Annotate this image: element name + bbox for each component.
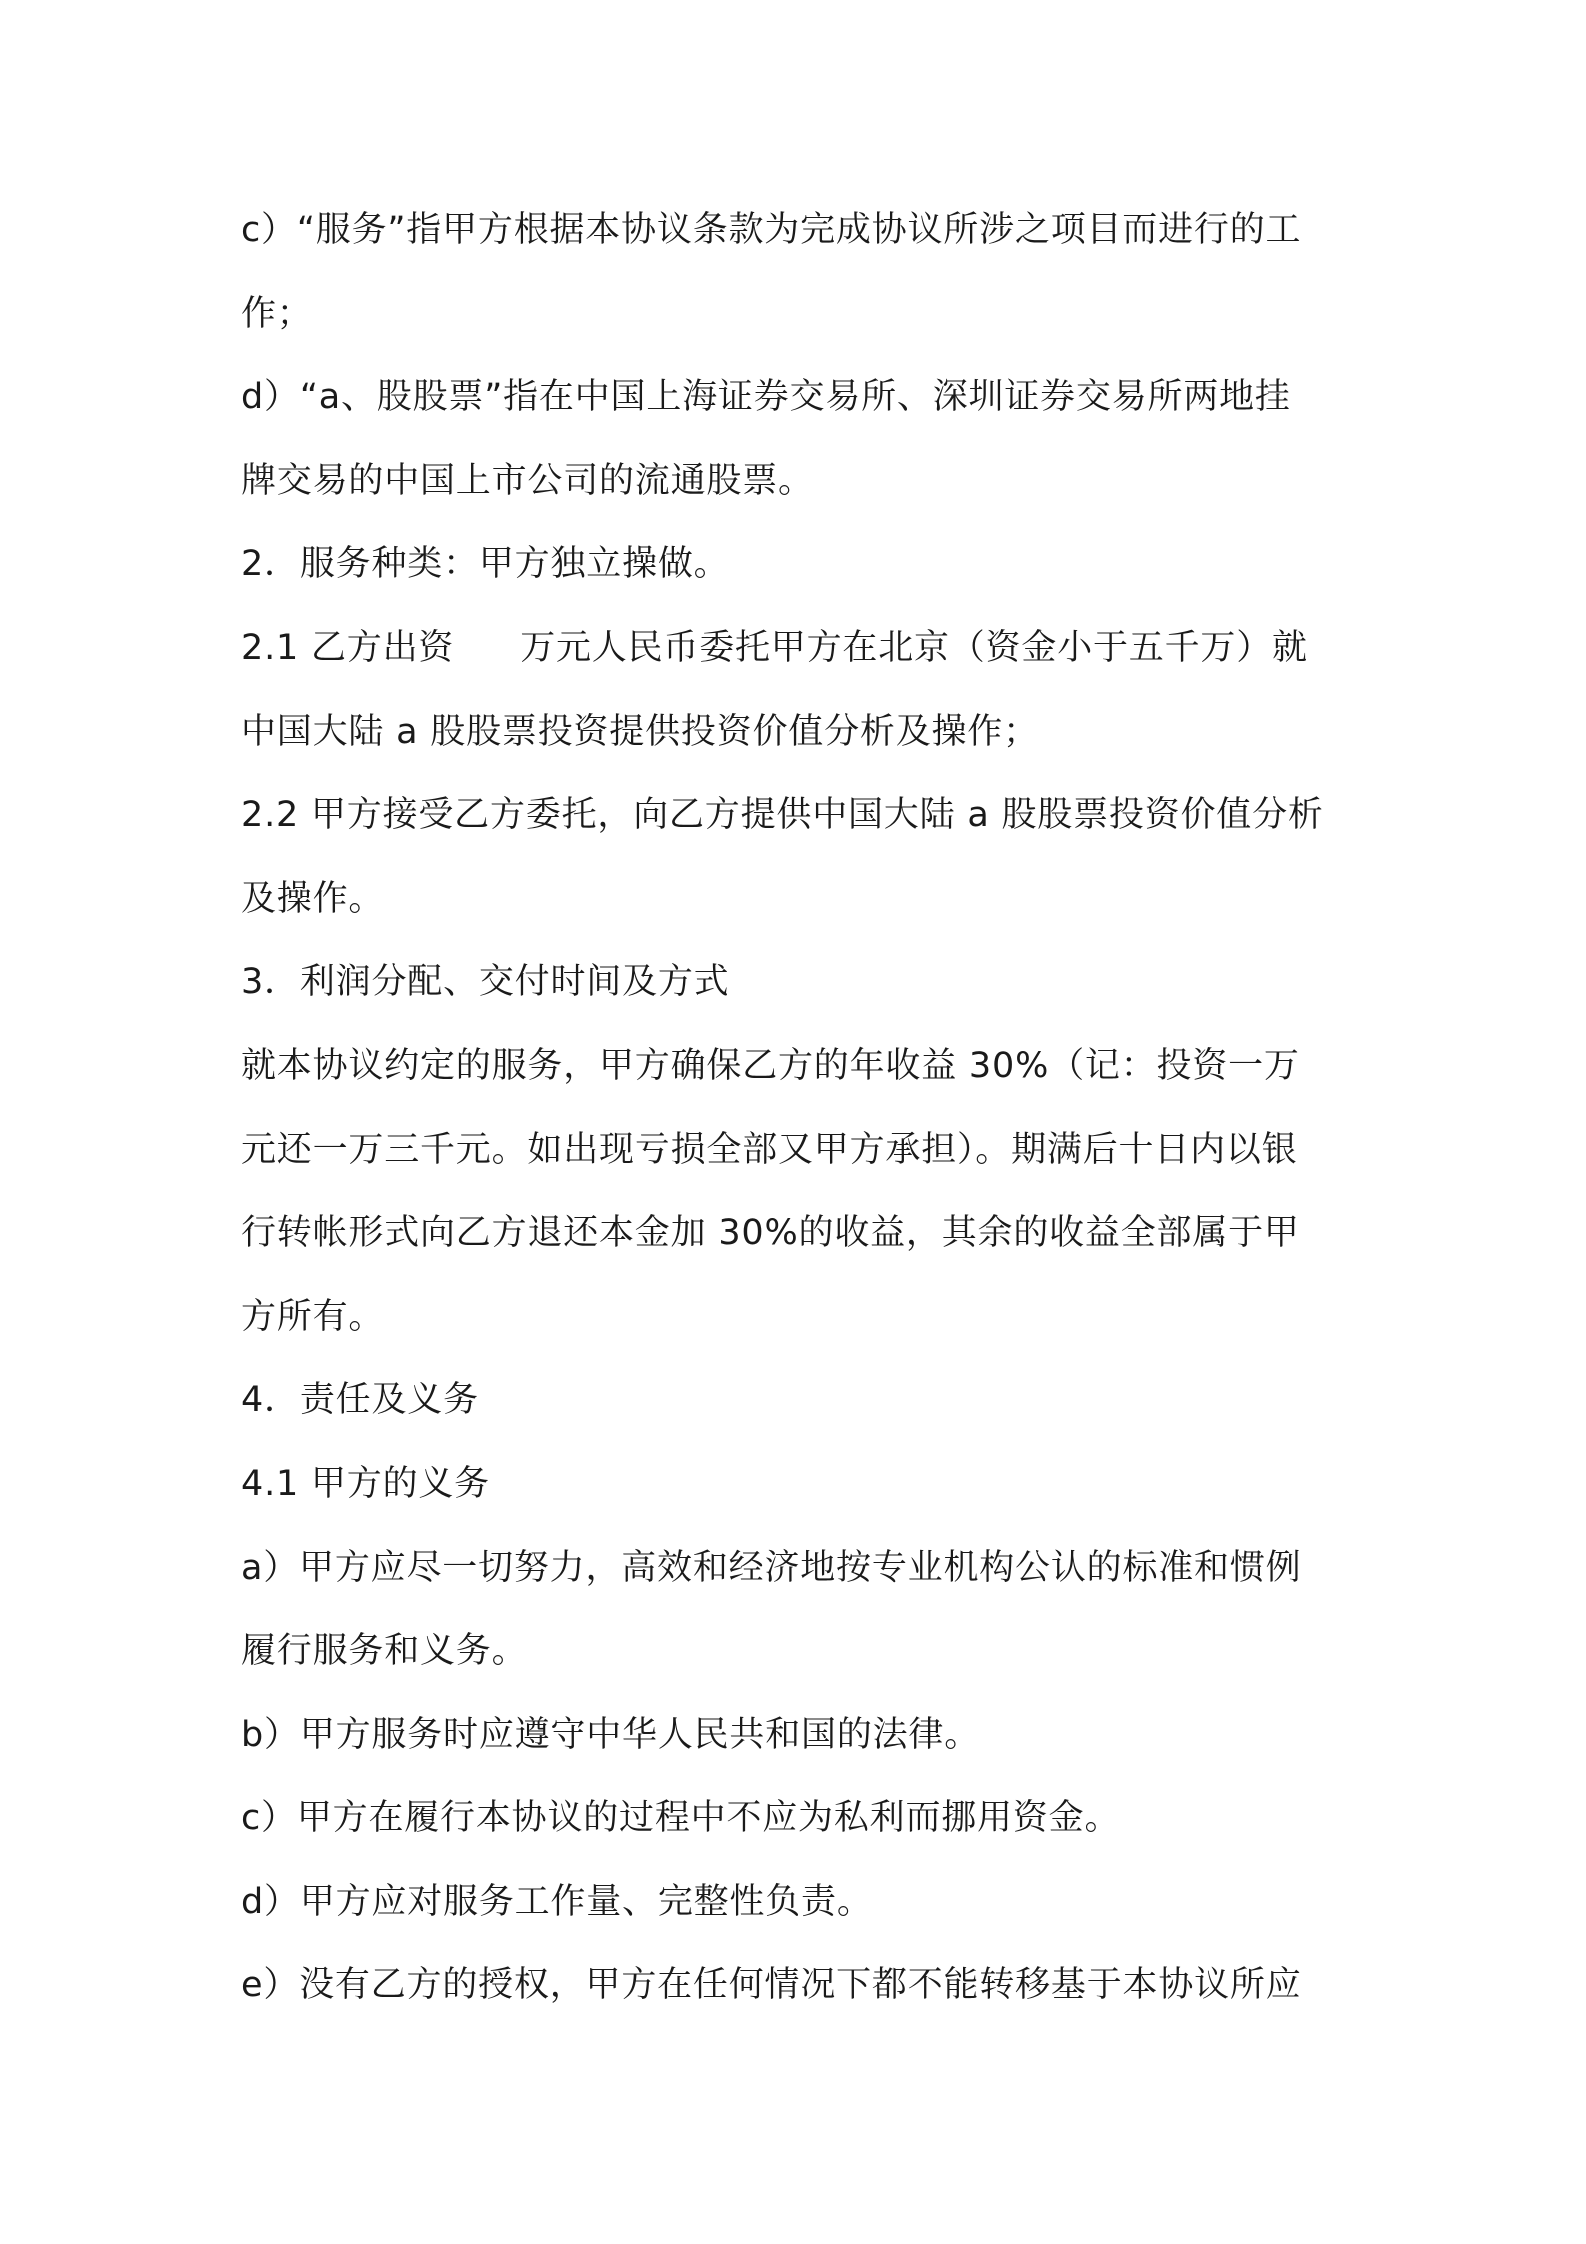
text-line: 履行服务和义务。 — [241, 1631, 528, 1672]
text-line: 2．服务种类：甲方独立操做。 — [241, 544, 730, 585]
text-line: 牌交易的中国上市公司的流通股票。 — [241, 460, 814, 501]
clause-2-2 — [241, 785, 1361, 869]
clause-c-definition-service-cont — [241, 284, 1361, 368]
clause-2-1 — [241, 618, 1361, 702]
text-line: c）“服务”指甲方根据本协议条款为完成协议所涉之项目而进行的工 — [241, 210, 1302, 250]
text-line: 中国大陆 a 股股票投资提供投资价值分析及操作； — [241, 711, 1039, 752]
clause-4-1-c — [241, 1788, 1361, 1872]
text-line: 4．责任及义务 — [241, 1380, 479, 1421]
clause-4-1-a — [241, 1538, 1361, 1622]
clause-4-1-heading — [241, 1454, 1361, 1538]
section-3-body — [241, 1036, 1361, 1120]
text-line: 元还一万三千元。如出现亏损全部又甲方承担）。期满后十日内以银 — [241, 1129, 1298, 1170]
clause-d-definition-stock-cont — [241, 451, 1361, 535]
text-line: 及操作。 — [241, 878, 385, 919]
text-line: d）“a、股股票”指在中国上海证券交易所、深圳证券交易所两地挂 — [241, 377, 1291, 418]
clause-4-1-a-cont — [241, 1621, 1361, 1705]
text-line: 3．利润分配、交付时间及方式 — [241, 962, 730, 1003]
section-4-heading — [241, 1370, 1361, 1454]
clause-4-1-e — [241, 1955, 1361, 2039]
text-line: d）甲方应对服务工作量、完整性负责。 — [241, 1881, 873, 1922]
text-line: 作； — [241, 293, 313, 334]
text-line: c）甲方在履行本协议的过程中不应为私利而挪用资金。 — [241, 1798, 1121, 1839]
section-2-heading — [241, 534, 1361, 618]
text-line: 2.1 乙方出资 — [241, 627, 455, 668]
clause-4-1-d — [241, 1872, 1361, 1956]
text-line: b）甲方服务时应遵守中华人民共和国的法律。 — [241, 1714, 981, 1755]
text-line: a）甲方应尽一切努力，高效和经济地按专业机构公认的标准和惯例 — [241, 1547, 1302, 1588]
text-line: 就本协议约定的服务，甲方确保乙方的年收益 30%（记：投资一万 — [241, 1045, 1300, 1086]
clause-c-definition-service — [241, 200, 1361, 284]
section-3-body-cont — [241, 1287, 1361, 1371]
text-line: 万元人民币委托甲方在北京（资金小于五千万）就 — [520, 627, 1308, 668]
section-3-heading — [241, 952, 1361, 1036]
clause-d-definition-stock — [241, 367, 1361, 451]
clause-2-1-cont — [241, 702, 1361, 786]
text-line: 方所有。 — [241, 1296, 385, 1337]
section-3-body-cont — [241, 1120, 1361, 1204]
clause-4-1-b — [241, 1705, 1361, 1789]
text-line: 2.2 甲方接受乙方委托，向乙方提供中国大陆 a 股股票投资价值分析 — [241, 795, 1324, 836]
document-body — [241, 200, 1361, 2039]
clause-2-2-cont — [241, 869, 1361, 953]
text-line: e）没有乙方的授权，甲方在任何情况下都不能转移基于本协议所应 — [241, 1965, 1302, 2006]
text-line: 行转帐形式向乙方退还本金加 30%的收益，其余的收益全部属于甲 — [241, 1213, 1300, 1254]
section-3-body-cont — [241, 1203, 1361, 1287]
text-line: 4.1 甲方的义务 — [241, 1463, 490, 1504]
